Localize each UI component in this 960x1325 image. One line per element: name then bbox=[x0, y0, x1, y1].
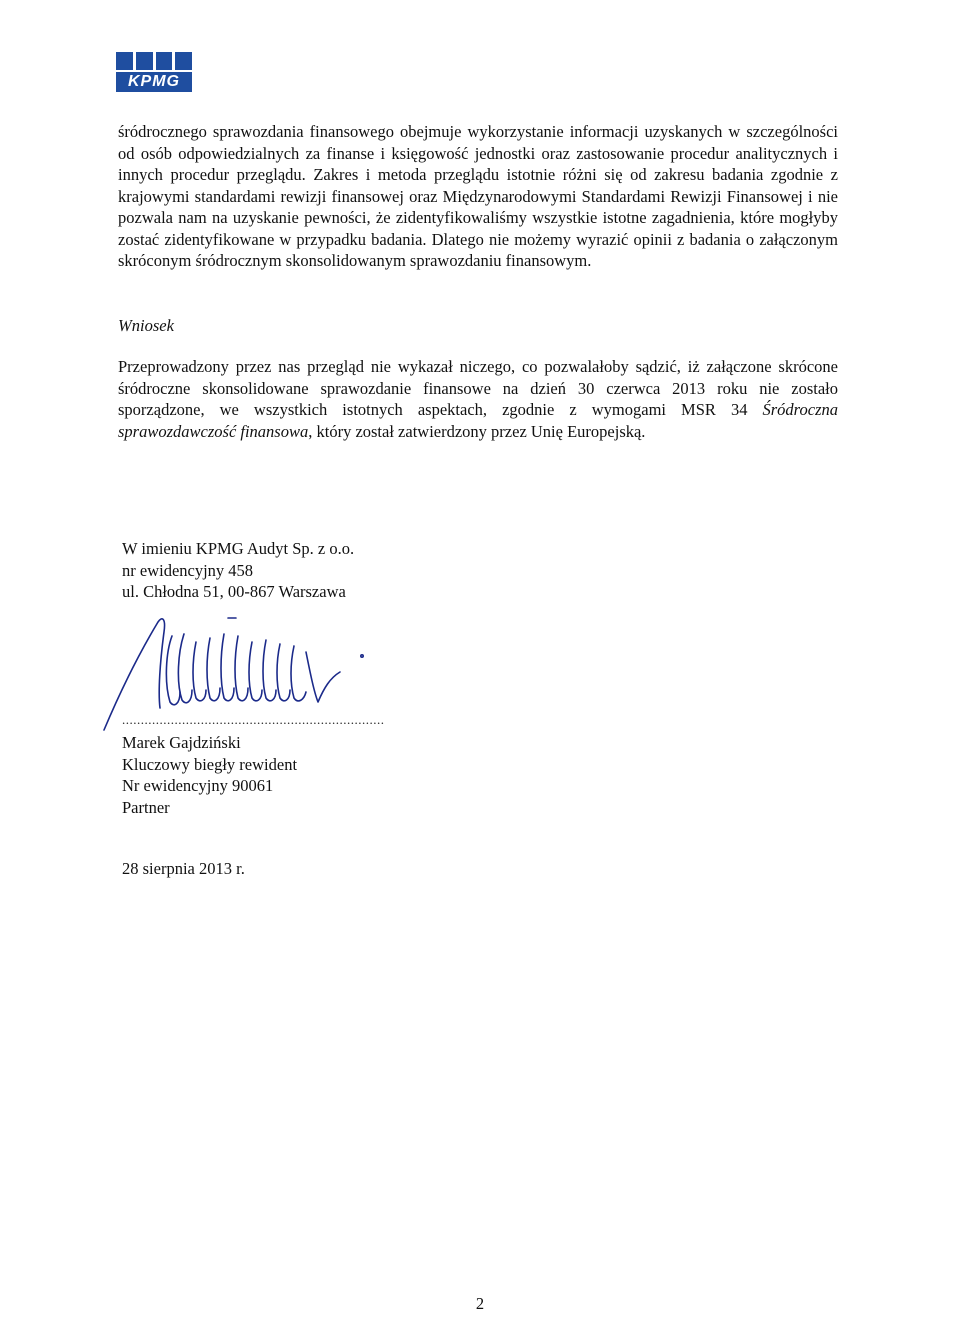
auditor-name: Marek Gajdziński bbox=[122, 733, 241, 752]
logo-text: KPMG bbox=[116, 72, 192, 92]
signature-line: ...................................................................... bbox=[122, 712, 385, 727]
conclusion-paragraph bbox=[118, 356, 838, 442]
auditor-registration: Nr ewidencyjny 90061 bbox=[122, 776, 274, 795]
auditor-block bbox=[122, 732, 297, 818]
review-scope-paragraph: śródrocznego sprawozdania finansowego obejmuje wykorzystanie informacji uzyskanych w szczególności od osób odpowiedzialnych za finanse i księgowość jednostki oraz zastosowanie procedur analitycznych i innych procedur przeglądu. Zakres i metoda przeglądu istotnie różni się od zakresu badania zgodnie z krajowymi standardami rewizji finansowej oraz Międzynarodowymi Standardami Rewizji Finansowej i nie pozwala nam na uzyskanie pewności, że zidentyfikowaliśmy wszystkie istotne zagadnienia, które mogłyby zostać zidentyfikowane w przypadku badania. Dlatego nie możemy wyrazić opinii z badania o załączonym skróconym śródrocznym skonsolidowanym sprawozdaniu finansowym. bbox=[118, 122, 838, 270]
firm-line-1: W imieniu KPMG Audyt Sp. z o.o. bbox=[122, 539, 355, 558]
auditor-role: Kluczowy biegły rewident bbox=[122, 754, 298, 774]
conclusion-heading: Wniosek bbox=[118, 316, 174, 335]
firm-line-2: nr ewidencyjny 458 bbox=[122, 560, 254, 580]
standard-title: Śródroczna sprawozdawczość finansowa bbox=[118, 400, 838, 441]
firm-block bbox=[122, 538, 354, 603]
firm-line-3: ul. Chłodna 51, 00-867 Warszawa bbox=[122, 582, 346, 601]
auditor-title: Partner bbox=[122, 797, 170, 817]
logo-bars bbox=[116, 52, 192, 70]
page-number: 2 bbox=[475, 1294, 485, 1313]
kpmg-logo bbox=[116, 52, 192, 92]
document-date: 28 sierpnia 2013 r. bbox=[122, 859, 245, 878]
conclusion-tail: , który został zatwierdzony przez Unię Europejską. bbox=[308, 421, 646, 441]
conclusion-text: Przeprowadzony przez nas przegląd nie wykazał niczego, co pozwalałoby sądzić, iż załączone skrócone śródroczne skonsolidowane sprawozdanie finansowe na dzień 30 czerwca 2013 roku nie zostało sporządzone, we wszystkich istotnych aspektach, zgodnie z wymogami MSR 34 bbox=[118, 357, 838, 419]
